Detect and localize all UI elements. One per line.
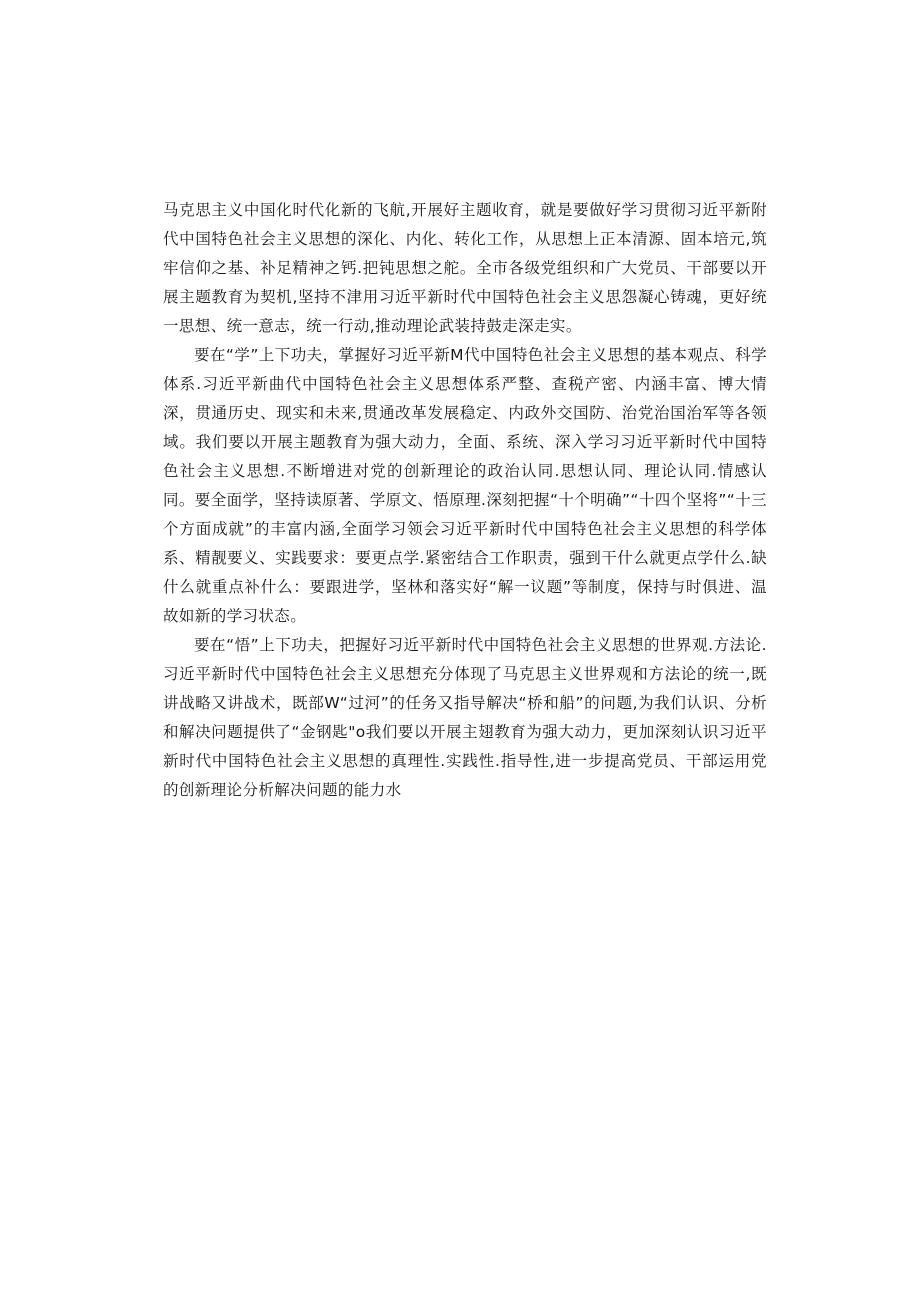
paragraph-2: 要在“学”上下功夫，掌握好习近平新M代中国特色社会主义思想的基本观点、科学体系.习近平新曲代中国特色社会主义思想体系严整、查税产密、内涵丰富、博大情深，贯通历史、现实和未来,贯通改革发展稳定、内政外交国防、治党治国治军等各领域。我们要以开展主题教育为强大动力，全面、系统、深入学习习近平新时代中国特色社会主义思想.不断增进对党的创新理论的政治认同.思想认同、理论认同.情感认同。要全面学，坚持读原著、学原文、悟原理.深刻把握“十个明确”“十四个坚将”“十三个方面成就”的丰富内涵,全面学习领会习近平新时代中国特色社会主义思想的科学体系、精靓要义、实践要求：要更点学.紧密结合工作职责，强到干什么就更点学什么.缺什么就重点补什么：要跟进学，坚林和落实好“解一议题”等制度，保持与时俱进、温故如新的学习状态。 — [163, 346, 767, 625]
document-body — [163, 196, 767, 805]
paragraph-3: 要在“悟”上下功夫，把握好习近平新时代中国特色社会主义思想的世界观.方法论.习近平新时代中国特色社会主义思想充分体现了马克思主义世界观和方法论的统一,既讲战略又讲战术，既部W“过河”的任务又指导解决“桥和船”的问题,为我们认识、分析和解决问题提供了“金钢匙"o我们要以开展主翅教育为强大动力，更加深刻认识习近平新时代中国特色社会主义思想的真理性.实践性.指导性,进一步提高党员、干部运用党的创新理论分析解决问题的能力水 — [163, 636, 767, 799]
paragraph-1: 马克思主义中国化时代化新的飞航,开展好主题收育，就是要做好学习贯彻习近平新附代中国特色社会主义思想的深化、内化、转化工作，从思想上正本清源、固本培元,筑牢信仰之基、补足精神之钙.把钝思想之舵。全市各级党组织和广大党员、干部要以开展主题教育为契机,坚持不津用习近平新时代中国特色社会主义思怨凝心铸魂，更好统一思想、统一意志，统一行动,推动理论武装持鼓走深走实。 — [163, 201, 767, 335]
